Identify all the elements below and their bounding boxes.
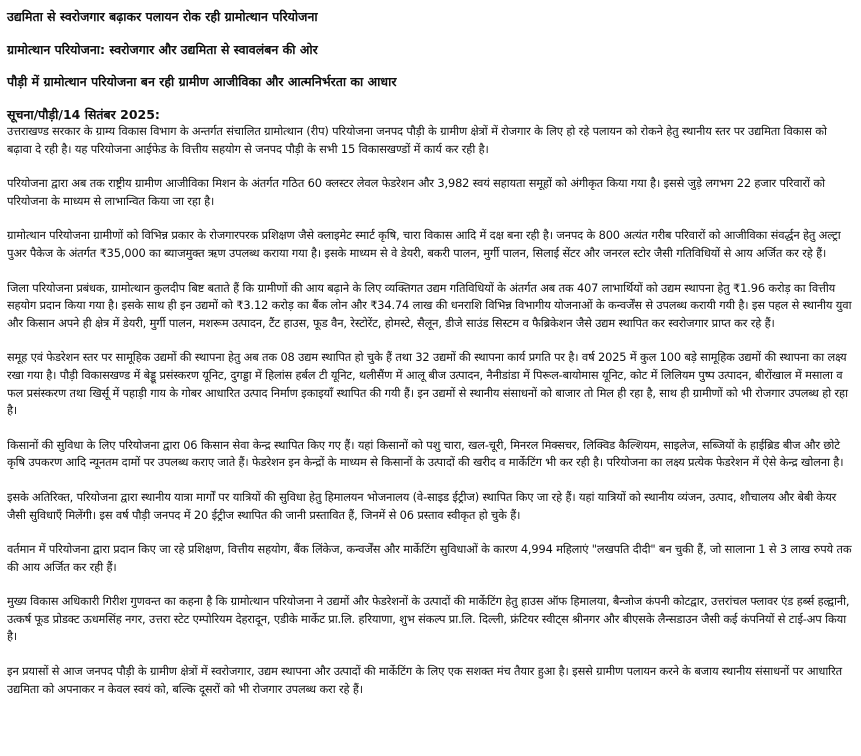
paragraph-conclusion: इन प्रयासों से आज जनपद पौड़ी के ग्रामीण क्षेत्रों में स्वरोजगार, उद्यम स्थापना और उत्पादों की मार्केटिंग के लिए एक सशक्त मंच तैयार हुआ है। इससे ग्रामीण पलायन करने के बजाय स्थानीय संसाधनों पर आधारित उद्यमिता को अपनाकर न केवल स्वयं को, बल्कि दूसरों को भी रोजगार उपलब्ध करा रहे हैं। bbox=[7, 664, 842, 696]
headline-tertiary: पौड़ी में ग्रामोत्थान परियोजना बन रही ग्रामीण आजीविका और आत्मनिर्भरता का आधार bbox=[7, 74, 397, 89]
paragraph-lakhpati-didi: वर्तमान में परियोजना द्वारा प्रदान किए जा रहे प्रशिक्षण, वित्तीय सहयोग, बैंक लिंकेज, कन्वर्जेंस और मार्केटिंग सुविधाओं के कारण 4,994 महिलाएं "लखपति दीदी" बन चुकी हैं, जो सालाना 1 से 3 लाख रुपये तक की आय अर्जित कर रही हैं। bbox=[7, 542, 852, 574]
paragraph-marketing-tieups: मुख्य विकास अधिकारी गिरीश गुणवन्त का कहना है कि ग्रामोत्थान परियोजना ने उद्यमों और फेडरेशनों के उत्पादों की मार्केटिंग हेतु हाउस ऑफ हिमालया, बैन्जोज कंपनी कोटद्वार, उत्तरांचल फ्लावर एंड हर्ब्स हल्द्वानी, उत्कर्ष फूड प्रोडक्ट ऊधमसिंह नगर, उत्तरा स्टेट एम्पोरियम देहरादून, एडीके मार्केट प्रा.लि. हरियाणा, शुभ संकल्प प्रा.लि. दिल्ली, फ्रंटियर स्वीट्स श्रीनगर और बीएसके लैन्सडाउन जैसी कई कंपनियों से टाई-अप किया है। bbox=[7, 594, 850, 644]
paragraph-federations: परियोजना द्वारा अब तक राष्ट्रीय ग्रामीण आजीविका मिशन के अंतर्गत गठित 60 क्लस्टर लेवल फेडरेशन और 3,982 स्वयं सहायता समूहों को अंगीकृत किया गया है। इससे जुड़े लगभग 22 हजार परिवारों को परियोजना के माध्यम से लाभान्वित किया जा रहा है। bbox=[7, 176, 825, 208]
headline-primary: उद्यमिता से स्वरोजगार बढ़ाकर पलायन रोक रही ग्रामोत्थान परियोजना bbox=[7, 9, 318, 24]
headline-secondary: ग्रामोत्थान परियोजना: स्वरोजगार और उद्यमिता से स्वावलंबन की ओर bbox=[7, 42, 318, 57]
paragraph-collective-enterprises: समूह एवं फेडरेशन स्तर पर सामूहिक उद्यमों की स्थापना हेतु अब तक 08 उद्यम स्थापित हो चुके हैं तथा 32 उद्यमों की स्थापना कार्य प्रगति पर है। वर्ष 2025 में कुल 100 बड़े सामूहिक उद्यमों की स्थापना का लक्ष्य रखा गया है। पौड़ी विकासखण्ड में बेड्डू प्रसंस्करण यूनिट, दुगड्डा में हिलांस हर्बल टी यूनिट, थलीसैंण में आलू बीज उत्पादन, नैनीडांडा में पिरूल-बायोमास यूनिट, कोट में लिलियम पुष्प उत्पादन, बीरोंखाल में मसाला व फल प्रसंस्करण तथा खिर्सू में पहाड़ी गाय के गोबर आधारित उत्पाद निर्माण इकाइयाँ स्थापित की गयी हैं। इन उद्यमों से स्थानीय संसाधनों को बाजार तो मिल ही रहा है, साथ ही ग्रामीणों को भी रोजगार उपलब्ध हो रहा है। bbox=[7, 350, 848, 418]
paragraph-farmer-service-centres: किसानों की सुविधा के लिए परियोजना द्वारा 06 किसान सेवा केन्द्र स्थापित किए गए हैं। यहां किसानों को पशु चारा, खल-चूरी, मिनरल मिक्सचर, लिक्विड कैल्शियम, साइलेज, सब्जियों के हाईब्रिड बीज और छोटे कृषि उपकरण आदि न्यूनतम दामों पर उपलब्ध कराए जाते हैं। फेडरेशन इन केन्द्रों के माध्यम से किसानों के उत्पादों की खरीद व मार्केटिंग भी कर रही है। परियोजना का लक्ष्य प्रत्येक फेडरेशन में ऐसे केन्द्र खोलना है। bbox=[7, 437, 844, 470]
paragraph-wayside-eateries: इसके अतिरिक्त, परियोजना द्वारा स्थानीय यात्रा मार्गों पर यात्रियों की सुविधा हेतु हिमालयन भोजनालय (वे-साइड ईट्रीज) स्थापित किए जा रहे हैं। यहां यात्रियों को स्थानीय व्यंजन, उत्पाद, शौचालय और बेबी केयर जैसी सुविधाएँ मिलेंगी। इस वर्ष पौड़ी जनपद में 20 ईट्रीज स्थापित की जानी प्रस्तावित हैं, जिनमें से 06 प्रस्ताव स्वीकृत हो चुके हैं। bbox=[7, 489, 837, 522]
dateline: सूचना/पौड़ी/14 सितंबर 2025: bbox=[7, 107, 160, 122]
paragraph-intro: उत्तराखण्ड सरकार के ग्राम्य विकास विभाग के अन्तर्गत संचालित ग्रामोत्थान (रीप) परियोजना जनपद पौड़ी के ग्रामीण क्षेत्रों में रोजगार के लिए हो रहे पलायन को रोकने हेतु स्थानीय स्तर पर उद्यमिता विकास को बढ़ावा दे रही है। यह परियोजना आईफेड के वित्तीय सहयोग से जनपद पौड़ी के सभी 15 विकासखण्डों में कार्य कर रही है। bbox=[7, 124, 827, 156]
paragraph-training: ग्रामोत्थान परियोजना ग्रामीणों को विभिन्न प्रकार के रोजगारपरक प्रशिक्षण जैसे क्लाइमेट स्मार्ट कृषि, चारा विकास आदि में दक्ष बना रही है। जनपद के 800 अत्यंत गरीब परिवारों को आजीविका संवर्द्धन हेतु अल्ट्रा पुअर पैकेज के अंतर्गत ₹35,000 का ब्याजमुक्त ऋण उपलब्ध कराया गया है। इसके माध्यम से वे डेयरी, बकरी पालन, मुर्गी पालन, सिलाई सेंटर और जनरल स्टोर जैसी गतिविधियों से आय अर्जित कर रहे हैं। bbox=[7, 228, 841, 260]
paragraph-individual-enterprises: जिला परियोजना प्रबंधक, ग्रामोत्थान कुलदीप बिष्ट बताते हैं कि ग्रामीणों की आय बढ़ाने के लिए व्यक्तिगत उद्यम गतिविधियों के अंतर्गत अब तक 407 लाभार्थियों को उद्यम स्थापना हेतु ₹1.96 करोड़ का वित्तीय सहयोग प्रदान किया गया है। इसके साथ ही इन उद्यमों को ₹3.12 करोड़ का बैंक लोन और ₹34.74 लाख की धनराशि विभिन्न विभागीय योजनाओं के कन्वर्जेंस से उपलब्ध करायी गयी है। इस पहल से स्थानीय युवा और किसान अपने ही क्षेत्र में डेयरी, मुर्गी पालन, मशरूम उत्पादन, टैंट हाउस, फूड वैन, रेस्टोरेंट, होमस्टे, सैलून, डीजे साउंड सिस्टम व फैब्रिकेशन जैसे उद्यम स्थापित कर स्वरोजगार प्राप्त कर रहे हैं। bbox=[7, 280, 852, 330]
